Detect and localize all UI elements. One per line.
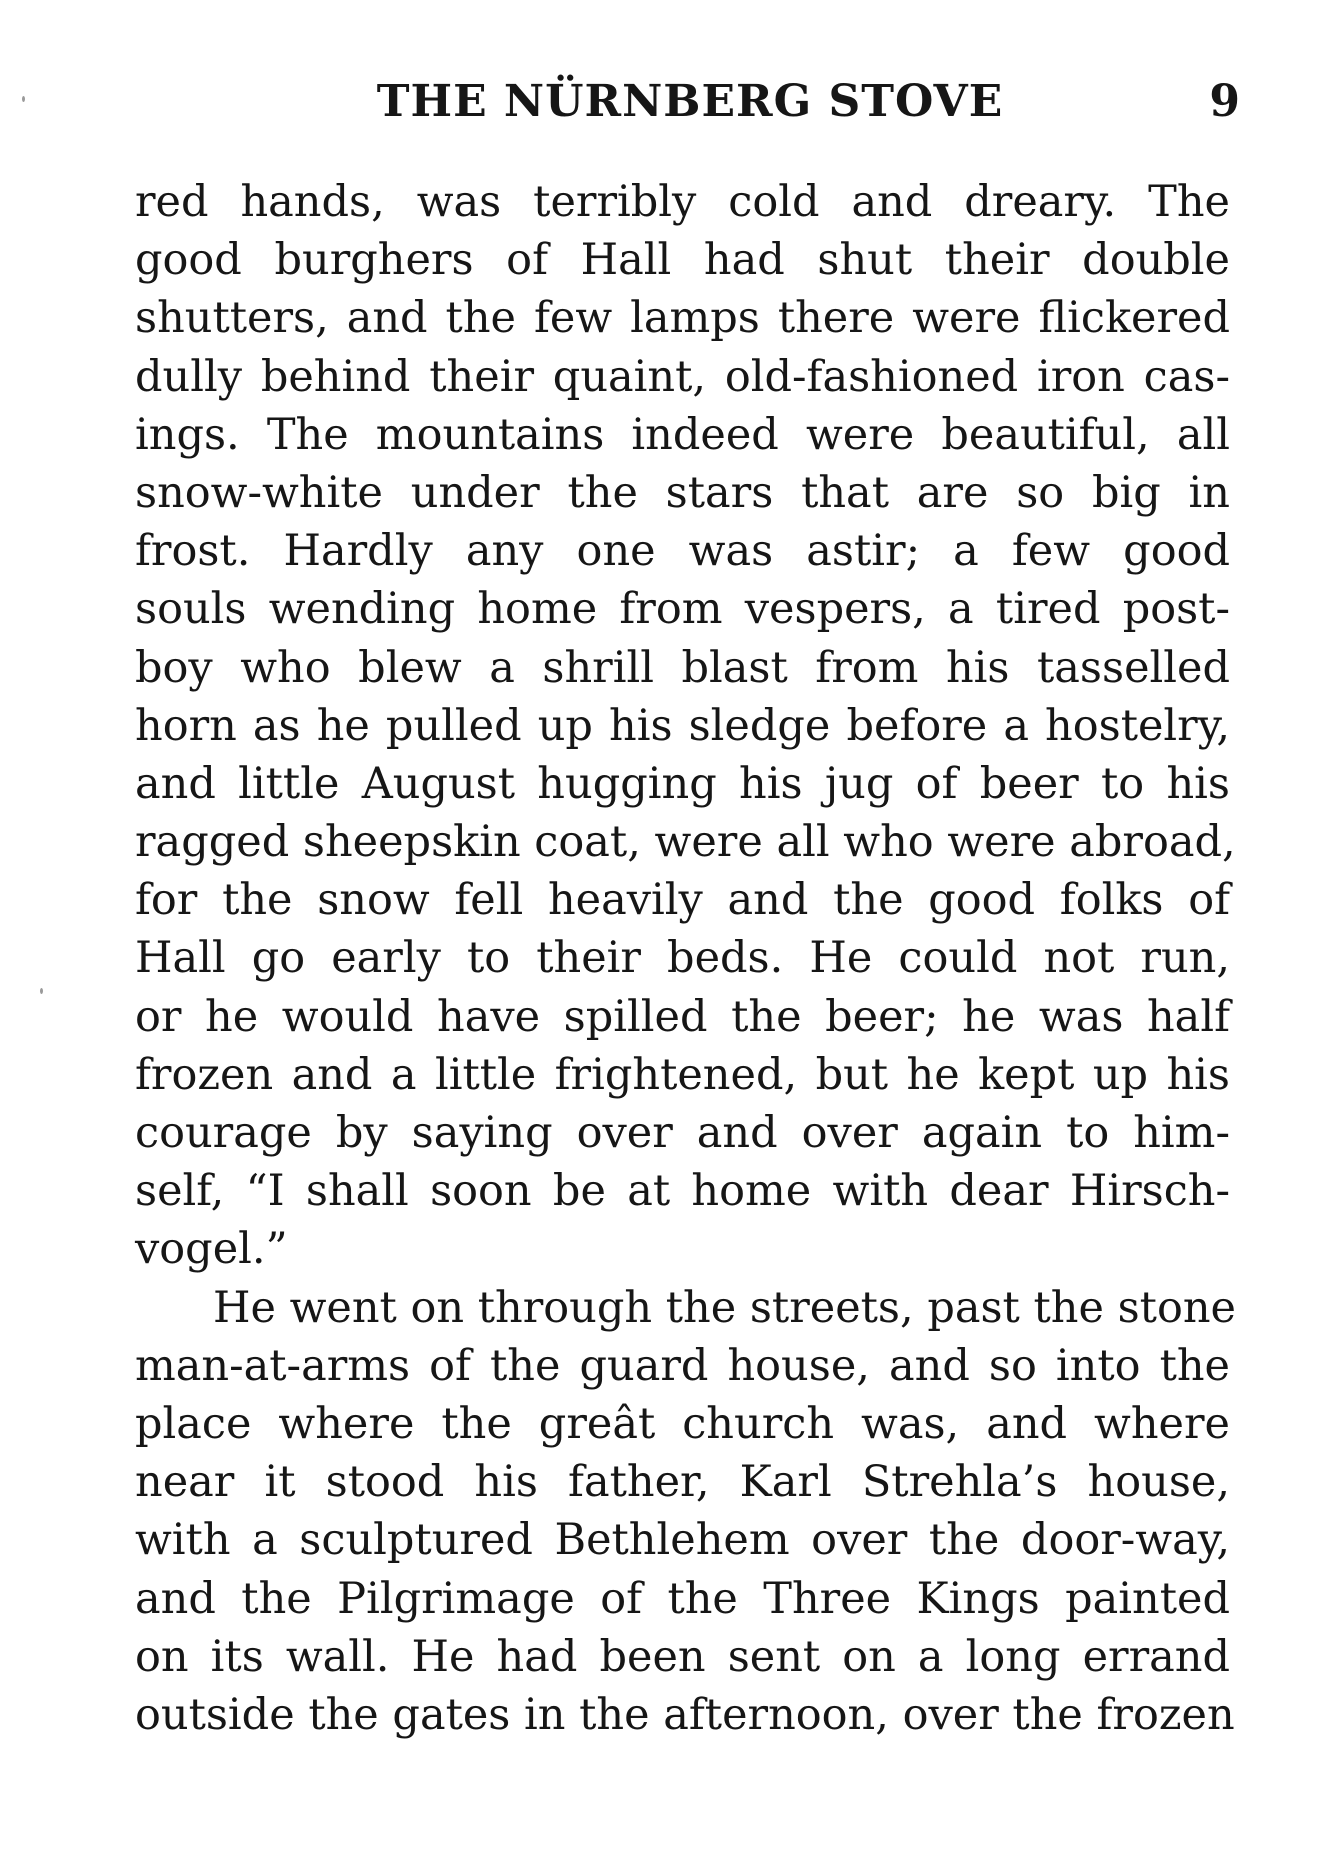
text-line: shutters, and the few lamps there were flickered <box>135 293 1230 344</box>
text-line: or he would have spilled the beer; he was half <box>135 991 1230 1042</box>
text-line: boy who blew a shrill blast from his tasselled <box>135 642 1230 693</box>
text-line: red hands, was terribly cold and dreary. The <box>135 177 1230 227</box>
scan-speck <box>40 988 43 994</box>
text-line: outside the gates in the afternoon, over the frozen <box>135 1689 1235 1740</box>
paragraph <box>135 173 1236 1279</box>
text-line: and the Pilgrimage of the Three Kings painted <box>135 1573 1230 1624</box>
text-line: man-at-arms of the guard house, and so into the <box>135 1340 1230 1391</box>
page-number: 9 <box>1209 76 1240 127</box>
text-line: dully behind their quaint, old-fashioned iron cas- <box>135 351 1230 402</box>
text-line: horn as he pulled up his sledge before a hostelry, <box>135 700 1230 751</box>
text-line: ings. The mountains indeed were beautiful, all <box>135 409 1230 460</box>
text-line: on its wall. He had been sent on a long errand <box>135 1631 1230 1682</box>
text-line: good burghers of Hall had shut their double <box>135 235 1230 286</box>
text-line: courage by saying over and over again to him- <box>135 1108 1230 1158</box>
running-title: THE NÜRNBERG STOVE <box>376 76 1004 127</box>
text-line: vogel.” <box>135 1224 288 1275</box>
text-line: place where the greât church was, and where <box>135 1398 1230 1449</box>
text-line: near it stood his father, Karl Strehla’s house, <box>135 1457 1230 1508</box>
text-line: snow-white under the stars that are so big in <box>135 467 1230 518</box>
text-line: frost. Hardly any one was astir; a few good <box>135 526 1230 577</box>
text-line: He went on through the streets, past the stone <box>213 1282 1236 1333</box>
text-line: ragged sheepskin coat, were all who were abroad, <box>135 817 1236 868</box>
body-text <box>135 173 1236 1744</box>
paragraph <box>135 1279 1236 1745</box>
text-line: souls wending home from vespers, a tired post- <box>135 584 1230 635</box>
text-line: frozen and a little frightened, but he kept up his <box>135 1049 1230 1100</box>
text-line: Hall go early to their beds. He could not run, <box>135 933 1230 984</box>
running-header <box>140 72 1240 132</box>
text-line: self, “I shall soon be at home with dear Hirsch- <box>135 1166 1230 1217</box>
scan-speck <box>22 96 25 102</box>
text-line: and little August hugging his jug of beer to his <box>135 758 1230 809</box>
text-line: with a sculptured Bethlehem over the door-way, <box>135 1515 1230 1566</box>
text-line: for the snow fell heavily and the good folks of <box>135 875 1230 926</box>
